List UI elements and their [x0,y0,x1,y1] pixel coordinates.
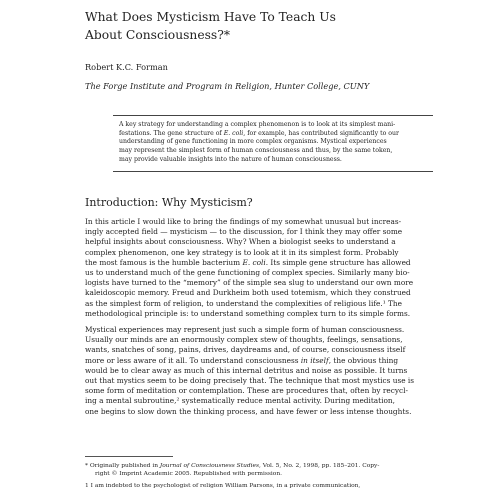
abstract-text: festations. The gene structure of [119,129,224,137]
body-line: In this article I would like to bring the findings of my somewhat unusual but increas- [85,217,402,226]
body-text-run: , the obvious thing [328,355,399,365]
body-line: some form of meditation or contemplation. These are procedures that, often by recycl- [85,386,408,396]
body-line: us to understand much of the gene functioning of complex species. Similarly many bio- [85,268,410,278]
body-line: complex phenomenon, one key strategy is to look at it in its simplest form. Probably [85,247,399,257]
abstract-italic-text: E. coli [223,129,244,137]
body-line: one begins to slow down the thinking process, and have fewer or less intense thoughts. [85,406,412,416]
title-line-1: What Does Mysticism Have To Teach Us [85,10,336,24]
abstract-line: may provide valuable insights into the nature of human consciousness. [119,155,342,163]
body-line: methodological principle is: to understand something complex turn to its simple forms. [85,308,411,318]
footnote-text: * Originally published in [85,463,160,469]
body-text-run: the most famous is the humble bacterium [85,257,243,267]
body-line: would be to clear away as much of this internal detritus and noise as possible. It turns [85,365,408,375]
abstract-line [119,130,429,139]
footnote-star-cont: right © Imprint Academic 2005. Republished with permission. [95,471,282,478]
author-name: Robert K.C. Forman [85,62,168,72]
journal-name: Journal of Consciousness Studies [159,463,260,469]
body-text [85,217,430,417]
paragraph-1 [85,217,430,319]
body-text-run: more or less aware of it all. To understand consciousness [85,355,301,365]
body-line: kaleidoscopic memory. Freud and Durkheim both used totemism, which they construed [85,288,411,298]
footnotes [85,462,430,491]
section-heading: Introduction: Why Mysticism? [85,196,253,209]
abstract-text: , for example, has contributed significantly to our [243,129,399,137]
body-line: out that mystics seem to be doing precisely that. The technique that most mystics use is [85,376,415,386]
author-affiliation: The Forge Institute and Program in Religion, Hunter College, CUNY [85,81,370,91]
footnote-1: 1 I am indebted to the psychologist of religion William Parsons, in a private communication, [85,483,361,490]
footnote-star [85,462,430,470]
body-line: Mystical experiences may represent just such a simple form of human consciousness. [85,325,405,335]
body-italic-run: in itself [300,355,329,365]
footnote-text: , Vol. 5, No. 2, 1998, pp. 185–201. Copy- [259,463,380,469]
body-line: as the simplest form of religion, to understand the complexities of religious life.¹ The [85,298,402,308]
paragraph-2 [85,325,430,417]
abstract-line: may represent the simplest form of human consciousness and thus, by the same token, [119,147,393,155]
title-line-2: About Consciousness?* [85,28,230,42]
body-line [85,258,430,268]
body-line [85,356,430,366]
abstract-line: understanding of gene functioning in more complex organisms. Mystical experiences [119,138,387,146]
footnote-divider [85,456,173,457]
abstract-box [113,115,433,172]
body-italic-run: E. coli [242,257,266,267]
body-line: ing a mental subroutine,² systematically reduce mental activity. During meditation, [85,396,395,406]
paper-title [85,8,445,44]
body-line: ingly accepted field — mysticism — to the discussion, for I think they may offer some [85,227,403,237]
body-line: helpful insights about consciousness. Why? When a biologist seeks to understand a [85,237,396,247]
body-line: Usually our minds are an enormously complex stew of thoughts, feelings, sensations, [85,335,403,345]
abstract-line: A key strategy for understanding a complex phenomenon is to look at its simplest mani- [119,121,396,128]
body-line: wants, snatches of song, pains, drives, daydreams and, of course, consciousness itself [85,345,406,355]
body-line: logists have turned to the “memory” of the simple sea slug to understand our own more [85,278,414,288]
body-text-run: . Its simple gene structure has allowed [265,257,411,267]
